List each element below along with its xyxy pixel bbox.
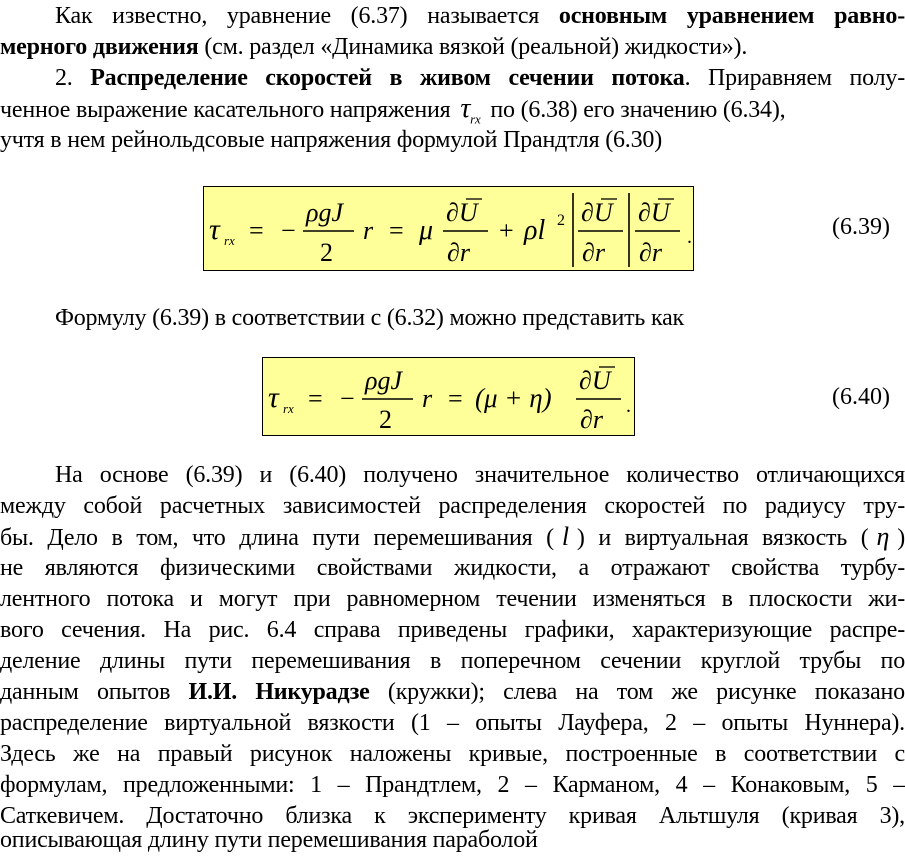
paragraph-line-4: не являются физическими свойствами жидкости, а отражают свойства турбу- <box>0 555 905 581</box>
tau-symbol: $\tau_{rx}$ <box>460 93 481 127</box>
svg-text:ρgJ: ρgJ <box>365 366 403 395</box>
svg-text:∂r: ∂r <box>447 238 470 267</box>
paragraph-line-12: Саткевичем. Достаточно близка к эксперименту кривая Альтшуля (кривая 3), <box>0 803 905 829</box>
svg-text:.: . <box>687 226 692 248</box>
svg-text:rx: rx <box>283 401 294 416</box>
equation-6-40 <box>263 358 636 437</box>
l-symbol: l <box>561 522 569 551</box>
paragraph-line-3: бы. Дело в том, что длина пути перемешивания ( l ) и виртуальная вязкость ( η ) <box>0 522 905 551</box>
svg-text:.: . <box>626 395 631 417</box>
svg-text:τ: τ <box>268 381 279 414</box>
svg-text:(μ + η): (μ + η) <box>475 383 552 413</box>
eta-symbol: η <box>876 522 890 551</box>
svg-text:2: 2 <box>379 405 392 434</box>
text-line-3: 2. Распределение скоростей в живом сечении потока. Приравняем полу- <box>55 65 905 91</box>
svg-text:=: = <box>448 384 463 413</box>
svg-text:−: − <box>340 384 355 413</box>
svg-text:∂U: ∂U <box>446 198 478 227</box>
svg-text:ρl: ρl <box>524 215 546 246</box>
paragraph-line-8: данным опытов И.И. Никурадзе (кружки); слева на том же рисунке показано <box>0 679 905 705</box>
equation-6-39 <box>204 187 695 272</box>
paragraph-line-13: описывающая длину пути перемешивания параболой <box>0 827 538 853</box>
paragraph-line-6: вого сечения. На рис. 6.4 справа приведены графики, характеризующие распре- <box>0 617 905 643</box>
svg-text:2: 2 <box>320 238 333 267</box>
author-name: И.И. Никурадзе <box>188 679 370 705</box>
svg-text:r: r <box>363 216 374 245</box>
paragraph-line-5: лентного потока и могут при равномерном течении изменяться в плоскости жи- <box>0 586 905 612</box>
svg-text:τ: τ <box>209 213 220 246</box>
paragraph-line-10: Здесь же на правый рисунок наложены кривые, построенные в соответствии с <box>0 741 905 767</box>
section-heading: Распределение скоростей в живом сечении потока <box>90 65 685 91</box>
bold-term-motion: мерного движения <box>0 34 199 60</box>
paragraph-line-9: распределение виртуальной вязкости (1 – опыты Лауфера, 2 – опыты Нуннера). <box>0 710 905 736</box>
paragraph-line-2: между собой расчетных зависимостей распределения скоростей по радиусу тру- <box>0 493 905 519</box>
bold-term-equation: основным уравнением равно- <box>558 3 905 29</box>
svg-text:=: = <box>389 216 404 245</box>
text-line-1: Как известно, уравнение (6.37) называется основным уравнением равно- <box>55 3 905 29</box>
svg-text:μ: μ <box>419 215 434 246</box>
svg-text:∂r: ∂r <box>580 405 603 434</box>
equation-number-6-40: (6.40) <box>832 384 890 410</box>
text-line-5: учтя в нем рейнольдсовые напряжения формулой Прандтля (6.30) <box>0 127 662 153</box>
svg-text:∂r: ∂r <box>639 238 662 267</box>
svg-text:rx: rx <box>224 233 235 248</box>
svg-text:=: = <box>249 216 264 245</box>
equation-number-6-39: (6.39) <box>832 214 890 240</box>
svg-text:=: = <box>308 384 323 413</box>
svg-text:∂r: ∂r <box>582 238 605 267</box>
svg-text:+: + <box>499 216 514 245</box>
svg-text:ρgJ: ρgJ <box>306 198 344 227</box>
paragraph-line-1: На основе (6.39) и (6.40) получено значительное количество отличающихся <box>55 462 905 488</box>
paragraph-line-11: формулам, предложенными: 1 – Прандтлем, 2 – Карманом, 4 – Конаковым, 5 – <box>0 772 905 798</box>
text-line-6: Формулу (6.39) в соответствии с (6.32) можно представить как <box>55 305 684 331</box>
equation-6-39-box <box>203 186 694 271</box>
svg-text:∂U: ∂U <box>638 198 670 227</box>
text-line-2: мерного движения (см. раздел «Динамика вязкой (реальной) жидкости»). <box>0 34 748 60</box>
equation-6-40-box <box>262 357 635 436</box>
svg-text:∂U: ∂U <box>581 198 613 227</box>
svg-text:2: 2 <box>557 212 565 229</box>
svg-text:−: − <box>281 216 296 245</box>
text-line-4: ченное выражение касательного напряжения $\tau_{rx}$ по (6.38) его значению (6.34), <box>0 93 786 127</box>
paragraph-line-7: деление длины пути перемешивания в поперечном сечении круглой трубы по <box>0 648 905 674</box>
svg-text:r: r <box>422 384 433 413</box>
svg-text:∂U: ∂U <box>579 366 611 395</box>
